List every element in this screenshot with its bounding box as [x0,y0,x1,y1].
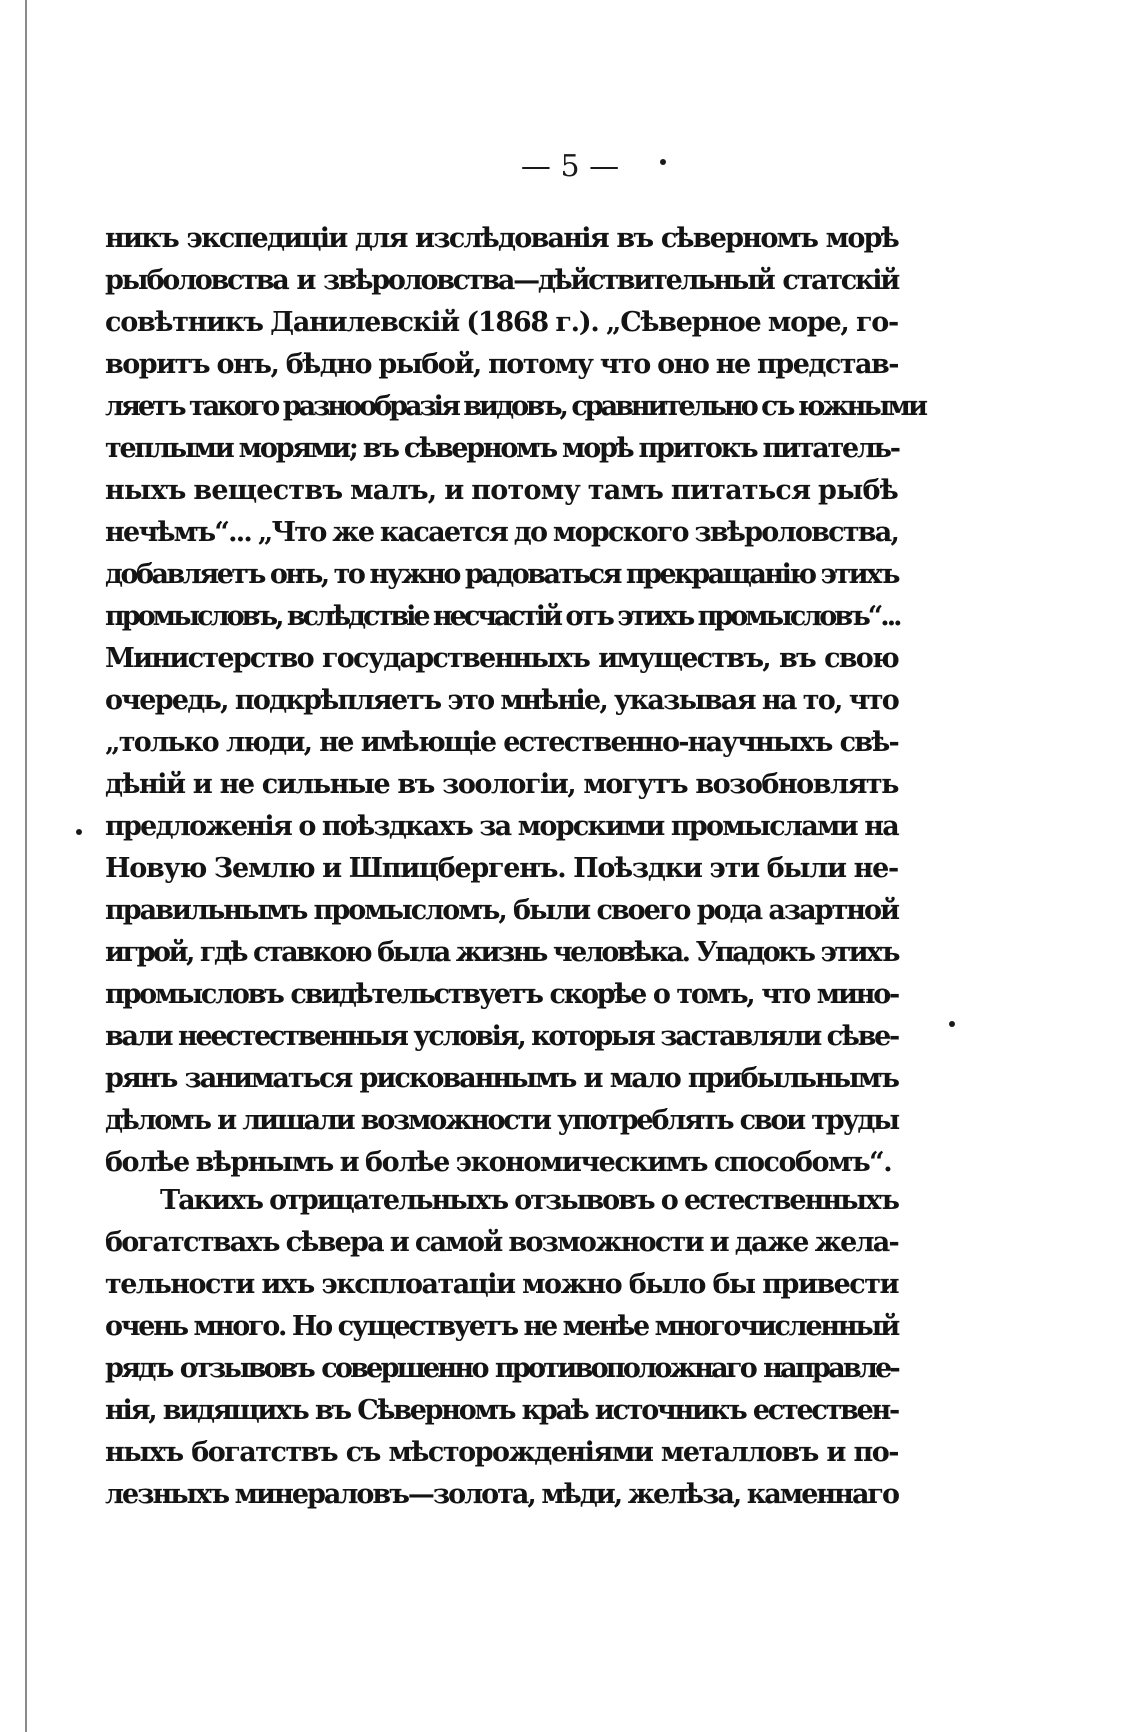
text-line: рядъ отзывовъ совершенно противоположнаго направле- [105,1353,898,1384]
ink-speck [76,829,82,835]
text-line: тельности ихъ эксплоатаціи можно было бы привести [105,1269,898,1300]
text-line: очень много. Но существуетъ не менѣе многочисленный [105,1311,898,1342]
text-line: промысловъ свидѣтельствуетъ скорѣе о томъ, что мино- [105,979,898,1010]
text-line: вали неестественныя условія, которыя заставляли сѣве- [105,1021,898,1052]
text-line: болѣе вѣрнымъ и болѣе экономическимъ способомъ“. [105,1147,892,1178]
scan-left-edge-line [25,0,27,1732]
text-line: дѣній и не сильные въ зоологіи, могутъ возобновлять [105,769,898,800]
text-line: Министерство государственныхъ имуществъ, въ свою [105,643,898,674]
ink-speck [660,159,666,165]
text-line: рыболовства и звѣроловства—дѣйствительный статскій [105,265,898,296]
text-line: теплыми морями; въ сѣверномъ морѣ притокъ питатель- [105,433,899,464]
page-number: — 5 — [520,149,620,184]
text-line: игрой, гдѣ ставкою была жизнь человѣка. Упадокъ этихъ [105,937,898,968]
text-line: „только люди, не имѣющіе естественно-научныхъ свѣ- [105,727,898,758]
text-line: нечѣмъ“... „Что же касается до морского звѣроловства, [105,517,899,548]
text-line: добавляетъ онъ, то нужно радоваться прекращанію этихъ [105,559,898,590]
text-line: лезныхъ минераловъ—золота, мѣди, желѣза, каменнаго [105,1479,898,1510]
text-line: очередь, подкрѣпляетъ это мнѣніе, указывая на то, что [105,685,898,716]
text-line: воритъ онъ, бѣдно рыбой, потому что оно не представ- [105,349,898,380]
text-line: промысловъ, вслѣдствіе несчастій отъ этихъ промысловъ“... [105,601,900,632]
text-line: правильнымъ промысломъ, были своего рода азартной [105,895,898,926]
ink-speck [949,1021,955,1027]
text-line: нія, видящихъ въ Сѣверномъ краѣ источникъ естествен- [105,1395,898,1426]
text-line: Новую Землю и Шпицбергенъ. Поѣздки эти были не- [105,853,898,884]
text-line: совѣтникъ Данилевскій (1868 г.). „Сѣверное море, го- [105,307,898,338]
text-line: ныхъ богатствъ съ мѣсторожденіями металловъ и по- [105,1437,898,1468]
text-line: дѣломъ и лишали возможности употреблять свои труды [105,1105,898,1136]
text-line: никъ экспедиціи для изслѣдованія въ сѣверномъ морѣ [105,223,898,254]
text-line: Такихъ отрицательныхъ отзывовъ о естественныхъ [160,1185,898,1216]
text-line: ныхъ веществъ малъ, и потому тамъ питаться рыбѣ [105,475,898,506]
text-line: ляетъ такого разнообразія видовъ, сравнительно съ южными [105,391,925,422]
text-line: богатствахъ сѣвера и самой возможности и даже жела- [105,1227,898,1258]
text-line: рянъ заниматься рискованнымъ и мало прибыльнымъ [105,1063,898,1094]
text-line: предложенія о поѣздкахъ за морскими промыслами на [105,811,898,842]
